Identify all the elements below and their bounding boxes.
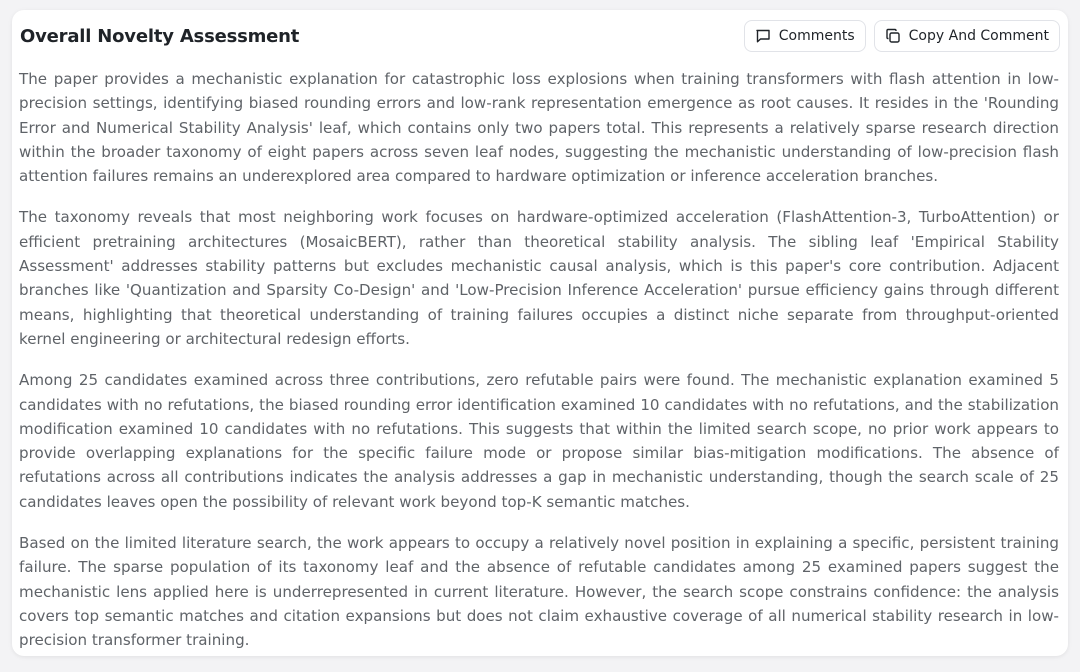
comments-button-label: Comments: [778, 28, 855, 44]
copy-icon: [885, 28, 901, 44]
section-title: Overall Novelty Assessment: [20, 25, 300, 47]
assessment-body: [19, 67, 1059, 670]
comments-button[interactable]: [744, 20, 866, 52]
assessment-paragraph: Based on the limited literature search, the work appears to occupy a relatively novel position in explaining a specific, persistent training failure. The sparse population of its taxonomy leaf and the absence of refutable candidates among 25 examined papers suggest the mechanistic lens applied here is underrepresented in current literature. However, the search scope constrains confidence: the analysis covers top semantic matches and citation expansions but does not claim exhaustive coverage of all numerical stability research in low-precision transformer training.: [19, 534, 1059, 650]
copy-and-comment-button[interactable]: [874, 20, 1060, 52]
copy-and-comment-button-label: Copy And Comment: [908, 28, 1049, 44]
novelty-assessment-card: [12, 10, 1068, 656]
header-actions: [744, 20, 1060, 52]
assessment-paragraph: Among 25 candidates examined across three contributions, zero refutable pairs were found. The mechanistic explanation examined 5 candidates with no refutations, the biased rounding error identification examined 10 candidates with no refutations, and the stabilization modification examined 10 candidates with no refutations. This suggests that within the limited search scope, no prior work appears to provide overlapping explanations for the specific failure mode or propose similar bias-mitigation modifications. The absence of refutations across all contributions indicates the analysis addresses a gap in mechanistic understanding, though the search scale of 25 candidates leaves open the possibility of relevant work beyond top-K semantic matches.: [19, 371, 1059, 511]
assessment-paragraph: The taxonomy reveals that most neighboring work focuses on hardware-optimized acceleration (FlashAttention-3, TurboAttention) or efficient pretraining architectures (MosaicBERT), rather than theoretical stability analysis. The sibling leaf 'Empirical Stability Assessment' addresses stability patterns but excludes mechanistic causal analysis, which is this paper's core contribution. Adjacent branches like 'Quantization and Sparsity Co-Design' and 'Low-Precision Inference Acceleration' pursue efficiency gains through different means, highlighting that theoretical understanding of training failures occupies a distinct niche separate from throughput-oriented kernel engineering or architectural redesign efforts.: [19, 208, 1059, 348]
comment-icon: [755, 28, 771, 44]
card-header: [20, 18, 1060, 54]
assessment-paragraph: The paper provides a mechanistic explanation for catastrophic loss explosions when training transformers with flash attention in low-precision settings, identifying biased rounding errors and low-rank representation emergence as root causes. It resides in the 'Rounding Error and Numerical Stability Analysis' leaf, which contains only two papers total. This represents a relatively sparse research direction within the broader taxonomy of eight papers across seven leaf nodes, suggesting the mechanistic understanding of low-precision flash attention failures remains an underexplored area compared to hardware optimization or inference acceleration branches.: [19, 70, 1059, 186]
